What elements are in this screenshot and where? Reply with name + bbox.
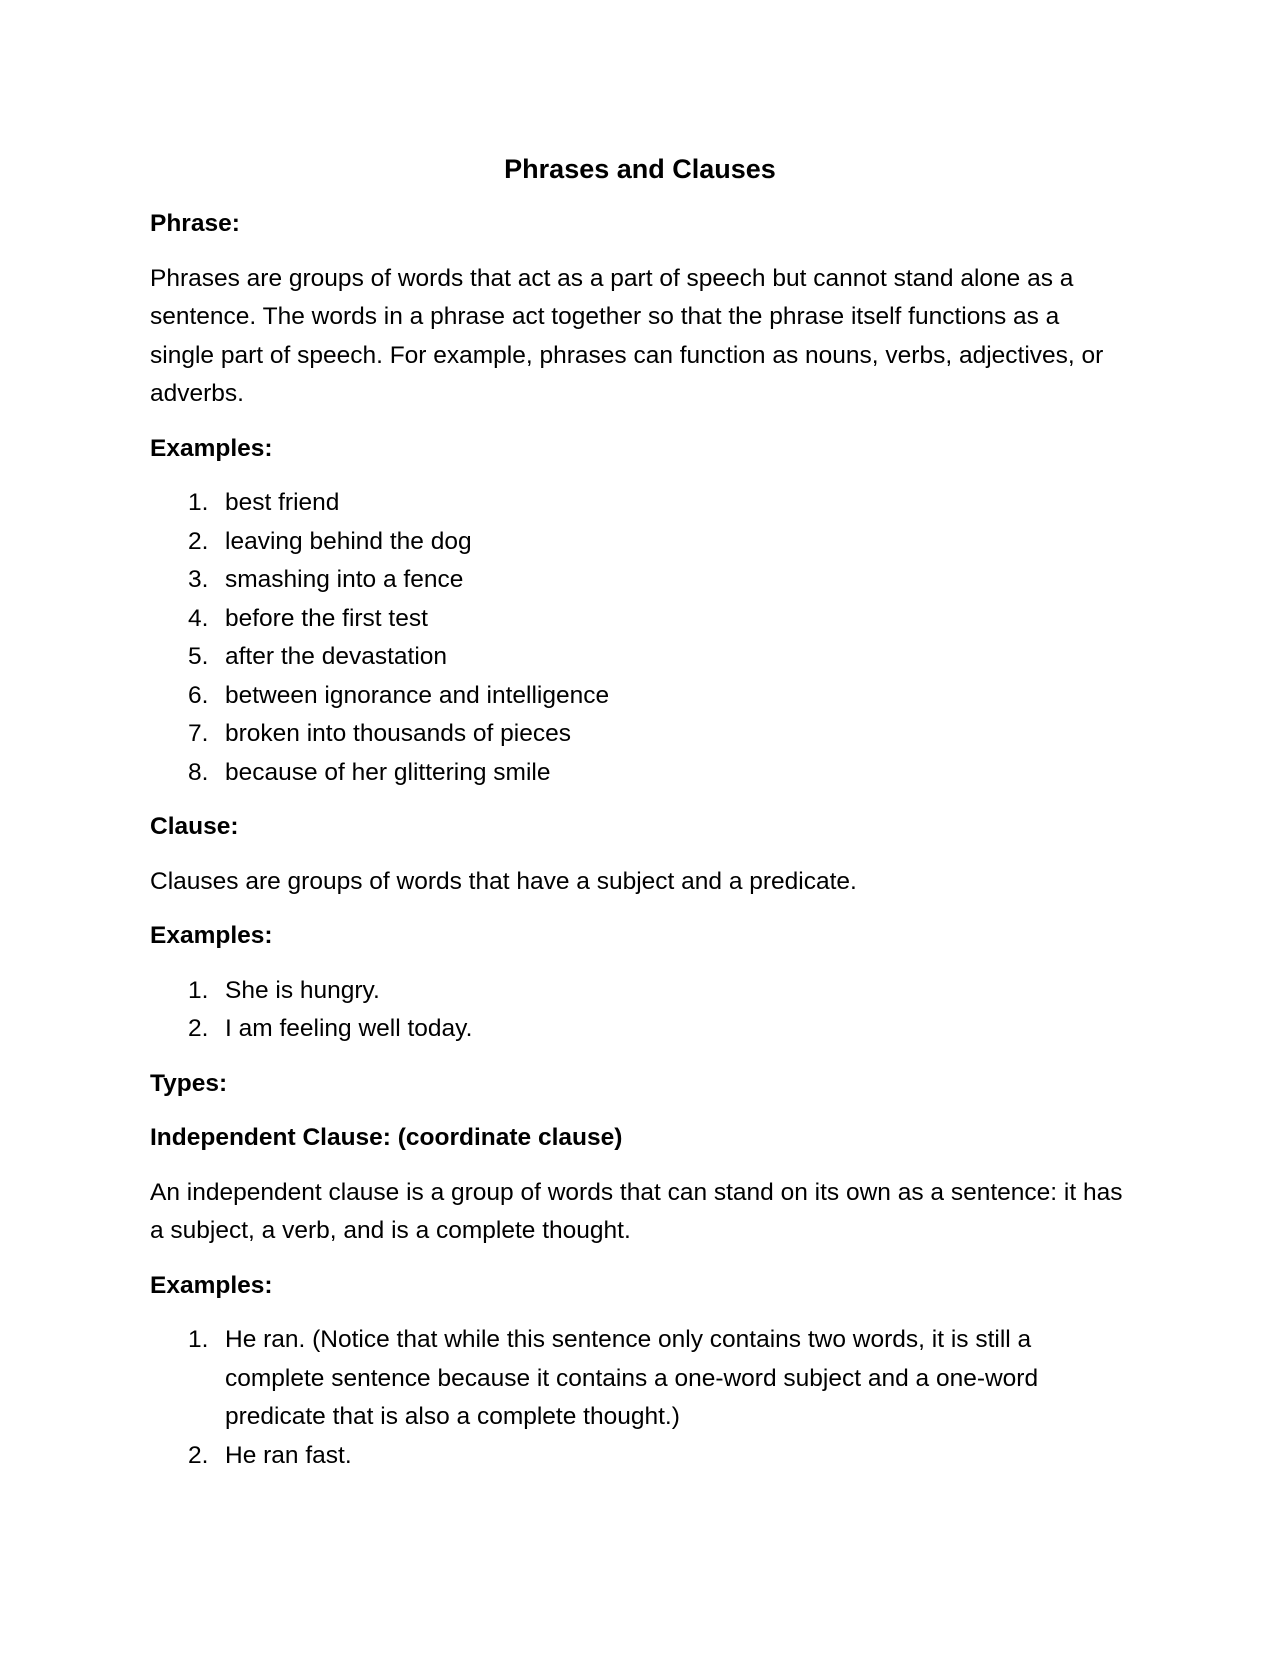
independent-clause-definition: An independent clause is a group of words that can stand on its own as a sentence: it has a subject, a verb, and is a complete thought. [150, 1178, 1123, 1244]
list-item [150, 677, 1130, 716]
document-title: Phrases and Clauses [504, 154, 776, 184]
list-item [150, 1010, 1130, 1049]
list-item [150, 1321, 1130, 1437]
list-item [150, 638, 1130, 677]
list-number: 2. [188, 1015, 209, 1042]
list-number: 1. [188, 976, 209, 1004]
clause-examples-heading: Examples: [150, 922, 273, 949]
independent-examples-heading: Examples: [150, 1271, 273, 1299]
list-number: 1. [188, 1326, 209, 1353]
list-number: 5. [188, 643, 209, 670]
clause-examples-list [150, 972, 1130, 1049]
list-item-text: leaving behind the dog [225, 527, 472, 555]
list-item [150, 1437, 1130, 1476]
list-number: 7. [188, 720, 209, 747]
list-item [150, 754, 1130, 793]
list-item [150, 523, 1130, 562]
list-item-text: between ignorance and intelligence [225, 681, 610, 709]
list-item [150, 484, 1130, 523]
independent-clause-heading: Independent Clause: (coordinate clause) [150, 1124, 623, 1151]
list-number: 4. [188, 604, 209, 632]
list-item-text: He ran. (Notice that while this sentence only contains two words, it is still a complete sentence because it contains a one-word subject and a one-word predicate that is also a complete thought.) [225, 1326, 1039, 1430]
document-page [150, 150, 1130, 1491]
phrase-examples-heading: Examples: [150, 434, 273, 462]
phrase-examples-list [150, 484, 1130, 792]
list-item-text: I am feeling well today. [225, 1015, 473, 1042]
list-item-text: because of her glittering smile [225, 758, 551, 786]
list-number: 2. [188, 1441, 209, 1469]
independent-examples-list [150, 1321, 1130, 1475]
list-number: 1. [188, 489, 209, 516]
phrase-definition: Phrases are groups of words that act as a part of speech but cannot stand alone as a sentence. The words in a phrase act together so that the phrase itself functions as a single part of speech. For example, phrases can function as nouns, verbs, adjectives, or adverbs. [150, 264, 1104, 407]
clause-heading: Clause: [150, 813, 239, 840]
list-number: 8. [188, 758, 209, 786]
list-item-text: best friend [225, 489, 340, 516]
list-item [150, 600, 1130, 639]
list-number: 2. [188, 527, 209, 555]
list-item-text: after the devastation [225, 643, 448, 670]
list-item-text: He ran fast. [225, 1441, 352, 1469]
list-item [150, 972, 1130, 1011]
list-number: 6. [188, 681, 209, 709]
list-item-text: smashing into a fence [225, 566, 464, 593]
types-heading: Types: [150, 1069, 228, 1097]
list-item-text: before the first test [225, 604, 428, 632]
list-item [150, 715, 1130, 754]
list-item-text: She is hungry. [225, 976, 380, 1004]
clause-definition: Clauses are groups of words that have a subject and a predicate. [150, 867, 857, 895]
list-item [150, 561, 1130, 600]
list-item-text: broken into thousands of pieces [225, 720, 571, 747]
list-number: 3. [188, 566, 209, 593]
phrase-heading: Phrase: [150, 210, 240, 237]
